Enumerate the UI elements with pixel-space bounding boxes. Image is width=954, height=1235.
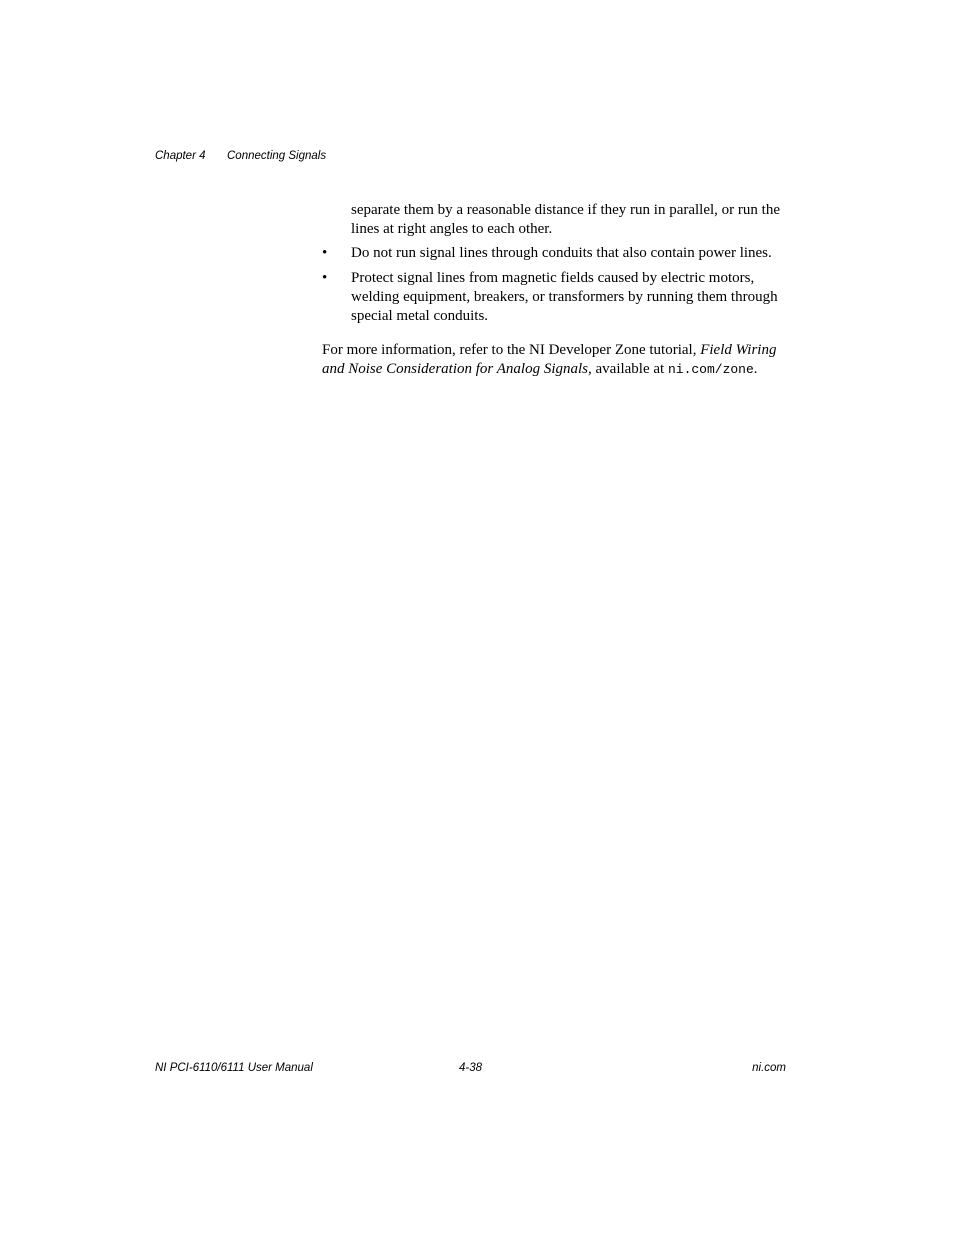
more-info-middle: available at: [591, 361, 668, 377]
continued-paragraph: separate them by a reasonable distance if they run in parallel, or run the lines at right angles to each other.: [351, 202, 780, 237]
bullet-text: Do not run signal lines through conduits that also contain power lines.: [351, 245, 772, 261]
footer-manual-title: NI PCI-6110/6111 User Manual: [155, 1062, 313, 1074]
list-item: [322, 269, 789, 326]
footer-site-link[interactable]: ni.com: [752, 1062, 786, 1074]
bullet-text: Protect signal lines from magnetic fields caused by electric motors, welding equipment, breakers, or transformers by running them through special metal conduits.: [351, 270, 778, 324]
bullet-icon: •: [322, 270, 328, 286]
bullet-icon: •: [322, 245, 328, 261]
tutorial-title: Field Wiring and Noise Consideration for Analog Signals,: [322, 342, 777, 377]
chapter-title: Connecting Signals: [227, 150, 327, 162]
running-header: [155, 150, 326, 162]
more-info-prefix: For more information, refer to the NI Developer Zone tutorial,: [322, 342, 701, 358]
zone-url-link[interactable]: ni.com/zone: [667, 362, 754, 377]
more-info-suffix: .: [753, 361, 758, 377]
footer-page-number: 4-38: [459, 1062, 483, 1074]
chapter-number: Chapter 4: [155, 150, 206, 162]
bullet-list: [322, 244, 789, 332]
list-item: [322, 244, 789, 263]
more-info-paragraph: [322, 341, 789, 379]
